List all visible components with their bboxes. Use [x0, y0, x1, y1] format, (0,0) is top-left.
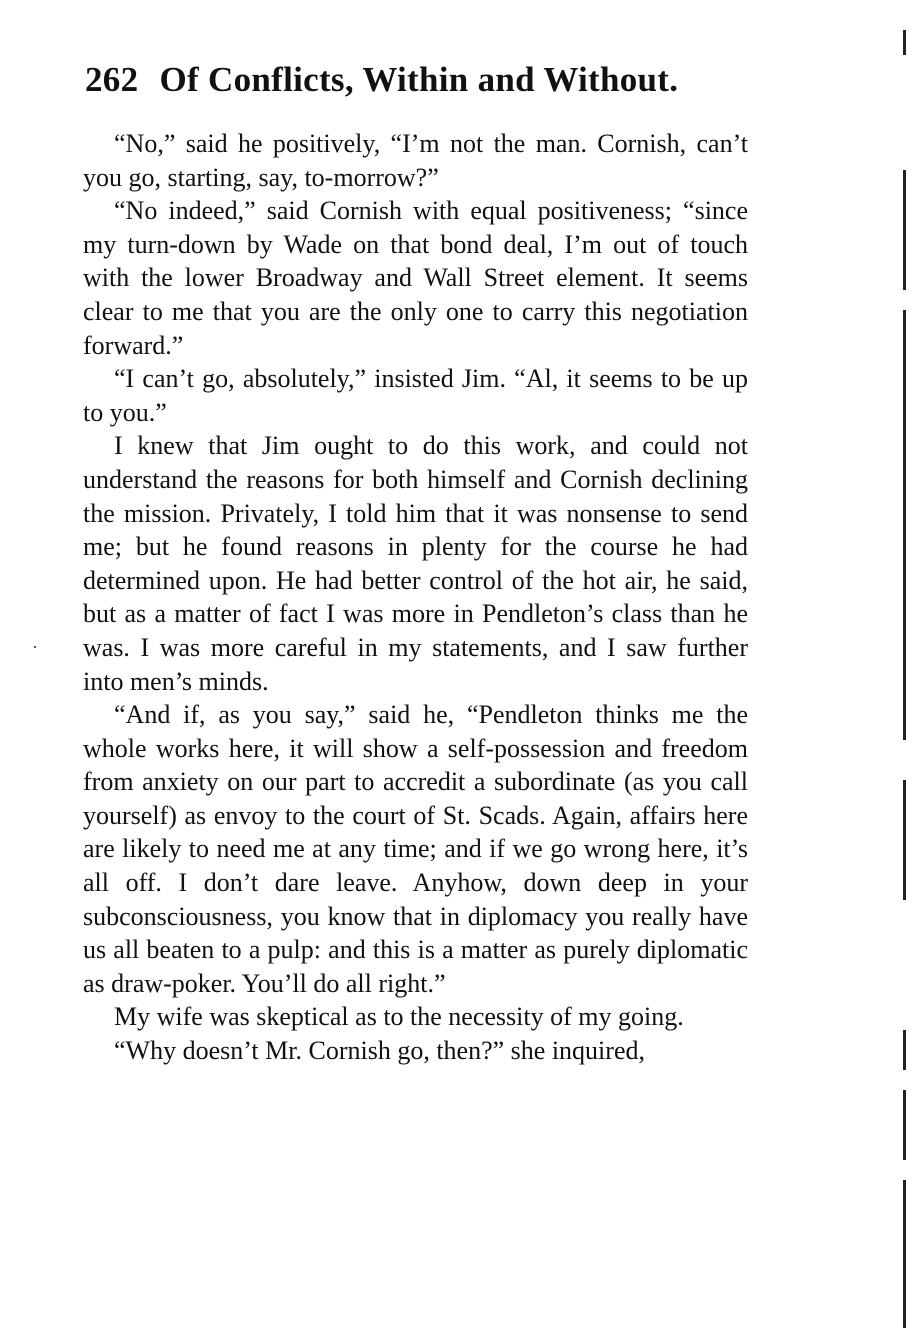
paragraph: “Why doesn’t Mr. Cornish go, then?” she inquired, — [114, 1036, 645, 1066]
paragraph: “And if, as you say,” said he, “Pendleton thinks me the whole works here, it will show a self-possession and freedom from anxiety on our part to accredit a subordinate (as you call yourself) as envoy to the court of St. Scads. Again, affairs here are likely to need me at any time; and if we go wrong here, it’s all off. I don’t dare leave. Anyhow, down deep in your subconsciousness, you know that in diplomacy you really have us all beaten to a pulp: and this is a matter as purely diplomatic as draw-poker. You’ll do all right.” — [83, 700, 748, 998]
paragraph: I knew that Jim ought to do this work, and could not understand the reasons for both himself and Cornish declining the mission. Privately, I told him that it was nonsense to send me; but he found reasons in plenty for the course he had determined upon. He had better control of the hot air, he said, but as a matter of fact I was more in Pendleton’s class than he was. I was more careful in my statements, and I saw further into men’s minds. — [83, 431, 748, 696]
scan-edge-line — [903, 30, 906, 55]
paragraph: My wife was skeptical as to the necessity of my going. — [114, 1002, 684, 1032]
paragraph: “No,” said he positively, “I’m not the man. Cornish, can’t you go, starting, say, to-morrow?” — [83, 129, 748, 192]
running-head: Of Conflicts, Within and Without. — [159, 60, 679, 99]
paragraph: “I can’t go, absolutely,” insisted Jim. “Al, it seems to be up to you.” — [83, 364, 748, 427]
scan-edge-line — [903, 1090, 906, 1160]
scan-edge-line — [903, 1030, 906, 1070]
scan-speck — [34, 646, 36, 648]
body-text — [83, 127, 748, 1068]
scan-edge-line — [903, 310, 906, 740]
scan-edge-line — [903, 1180, 906, 1328]
scan-edge-line — [903, 170, 906, 290]
page-header — [85, 58, 678, 102]
page-number: 262 — [85, 60, 139, 99]
paragraph: “No indeed,” said Cornish with equal positiveness; “since my turn-down by Wade on that bond deal, I’m out of touch with the lower Broadway and Wall Street element. It seems clear to me that you are the only one to carry this negotiation forward.” — [83, 196, 748, 360]
scan-edge-line — [903, 780, 906, 900]
